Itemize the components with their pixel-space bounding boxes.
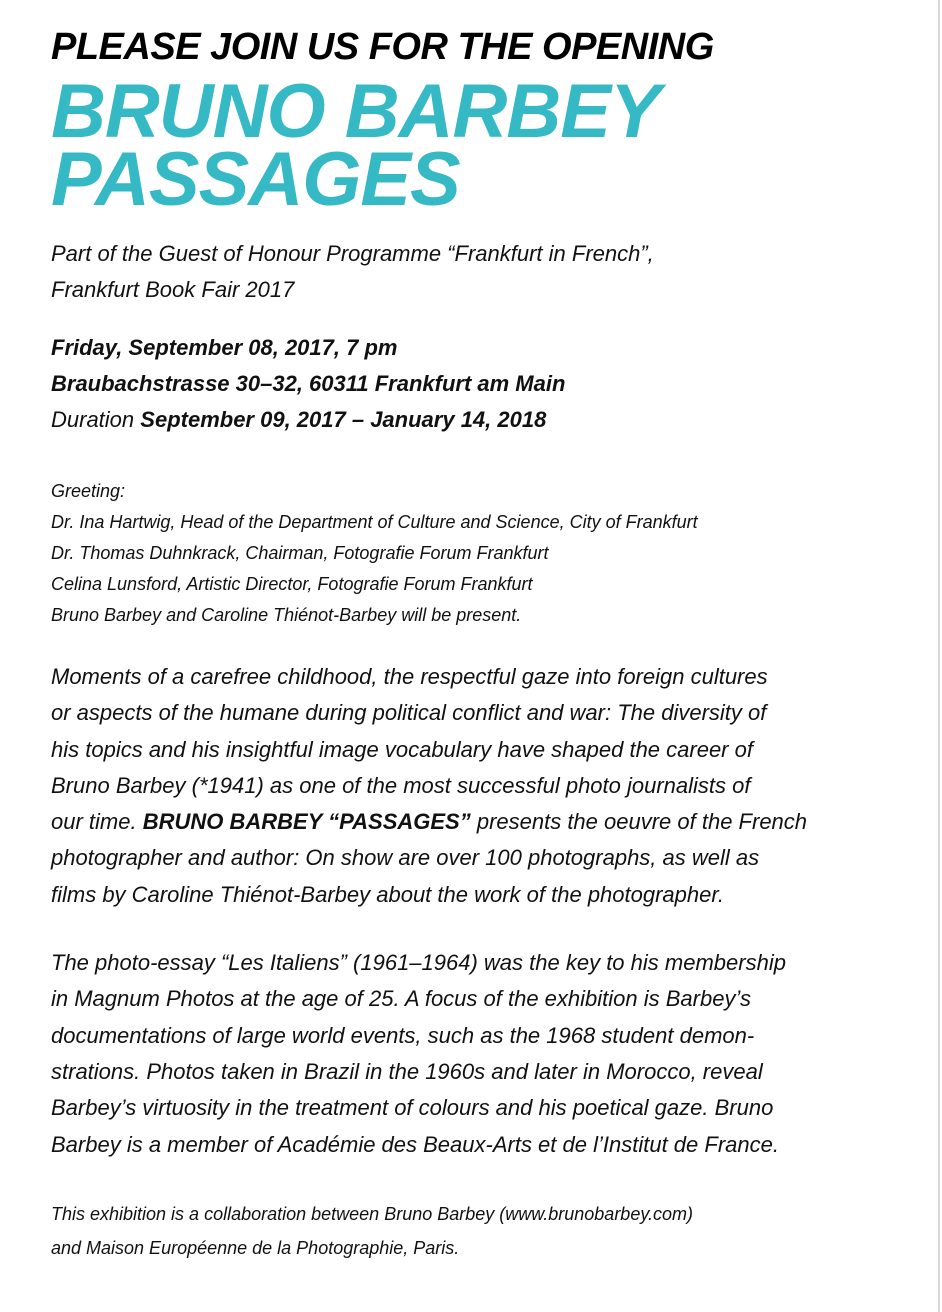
title-line-artist: BRUNO BARBEY bbox=[51, 69, 660, 154]
invite-heading: PLEASE JOIN US FOR THE OPENING bbox=[51, 26, 714, 68]
paragraph-line: Barbey is a member of Académie des Beaux-Arts et de l’Institut de France. bbox=[51, 1131, 779, 1157]
paragraph-line: The photo-essay “Les Italiens” (1961–1964) was the key to his membership bbox=[51, 950, 786, 976]
greeting-speaker: Dr. Thomas Duhnkrack, Chairman, Fotografie Forum Frankfurt bbox=[51, 543, 549, 563]
duration-value: September 09, 2017 – January 14, 2018 bbox=[140, 407, 547, 432]
invitation-content bbox=[51, 24, 921, 1265]
description-paragraph bbox=[51, 659, 903, 913]
duration-label: Duration bbox=[51, 407, 135, 432]
paragraph-text: our time. bbox=[51, 809, 143, 835]
exhibition-title bbox=[51, 69, 921, 222]
greeting-speaker: Celina Lunsford, Artistic Director, Fotografie Forum Frankfurt bbox=[51, 574, 533, 594]
footer-line: and Maison Européenne de la Photographie, Paris. bbox=[51, 1237, 460, 1258]
paragraph-line: Bruno Barbey (*1941) as one of the most successful photo journalists of bbox=[51, 772, 751, 798]
event-details bbox=[51, 330, 921, 438]
subtitle-line: Part of the Guest of Honour Programme “Frankfurt in French”, bbox=[51, 241, 654, 266]
greeting-attendees: Bruno Barbey and Caroline Thiénot-Barbey will be present. bbox=[51, 605, 522, 625]
event-address: Braubachstrasse 30–32, 60311 Frankfurt am Main bbox=[51, 371, 566, 396]
paragraph-line: Barbey’s virtuosity in the treatment of colours and his poetical gaze. Bruno bbox=[51, 1095, 774, 1121]
footer-line: This exhibition is a collaboration between Bruno Barbey (www.brunobarbey.com) bbox=[51, 1203, 693, 1224]
event-duration bbox=[51, 402, 921, 438]
greeting-speaker: Dr. Ina Hartwig, Head of the Department of Culture and Science, City of Frankfurt bbox=[51, 512, 698, 532]
paragraph-line: Moments of a carefree childhood, the respectful gaze into foreign cultures bbox=[51, 664, 768, 689]
exhibition-name-emphasis: BRUNO BARBEY “PASSAGES” bbox=[142, 809, 471, 835]
paragraph-line: films by Caroline Thiénot-Barbey about the work of the photographer. bbox=[51, 881, 724, 907]
paragraph-line: strations. Photos taken in Brazil in the 1960s and later in Morocco, reveal bbox=[51, 1058, 763, 1084]
subtitle-line: Frankfurt Book Fair 2017 bbox=[51, 277, 295, 302]
event-datetime: Friday, September 08, 2017, 7 pm bbox=[51, 335, 398, 360]
biography-paragraph bbox=[51, 945, 903, 1163]
paragraph-line: documentations of large world events, such as the 1968 student demon- bbox=[51, 1022, 755, 1048]
paragraph-line bbox=[51, 804, 903, 840]
paragraph-line: in Magnum Photos at the age of 25. A focus of the exhibition is Barbey’s bbox=[51, 986, 751, 1012]
greeting-section bbox=[51, 476, 921, 631]
paragraph-line: or aspects of the humane during political conflict and war: The diversity of bbox=[51, 700, 767, 726]
programme-subtitle bbox=[51, 236, 921, 308]
title-line-exhibition: PASSAGES bbox=[51, 137, 460, 222]
paragraph-line: photographer and author: On show are over 100 photographs, as well as bbox=[51, 845, 760, 871]
paragraph-line: his topics and his insightful image vocabulary have shaped the career of bbox=[51, 736, 753, 762]
paragraph-text: presents the oeuvre of the French bbox=[470, 809, 808, 835]
collaboration-note bbox=[51, 1197, 921, 1265]
greeting-heading: Greeting: bbox=[51, 481, 126, 501]
